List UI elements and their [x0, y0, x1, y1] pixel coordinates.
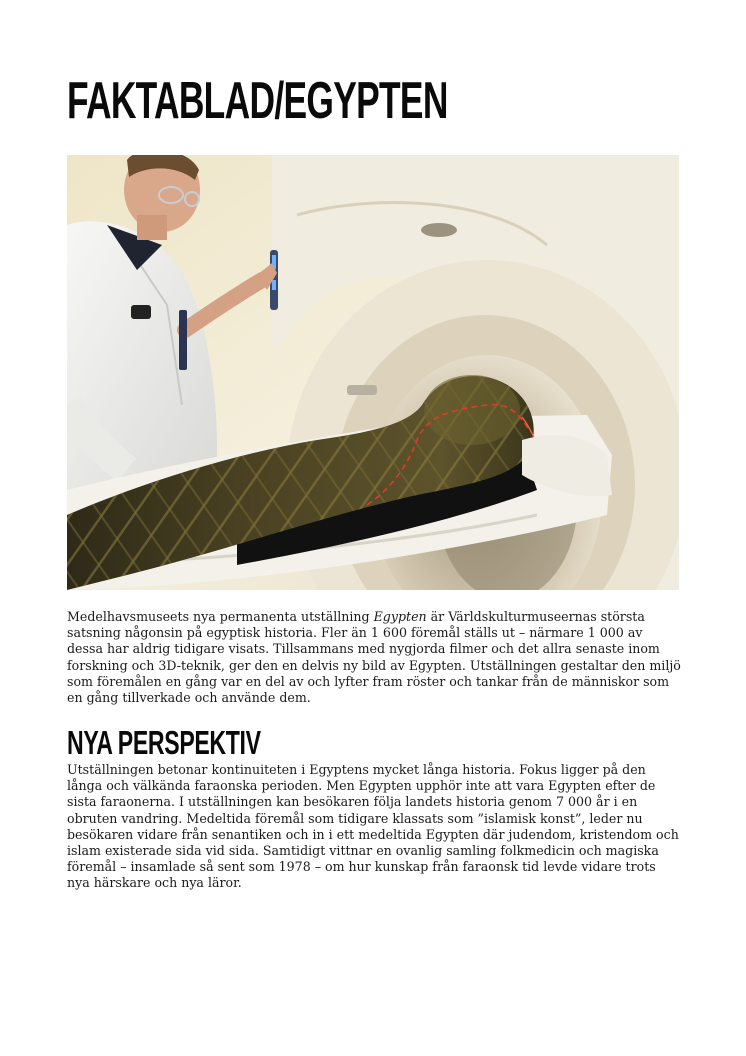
- exhibition-name: Egypten: [373, 609, 427, 624]
- mummy-ct-scan-photo: [67, 155, 679, 590]
- intro-text-rest: är Världskulturmuseernas största satsning någonsin på egyptisk historia. Fler än 1 600 föremål ställs ut – närmare 1 000 av dessa har aldrig tidigare visats. Tillsammans med nygjorda filmer och det allra senaste inom forskning och 3D-teknik, ger den en delvis ny bild av Egypten. Utställningen gestaltar den miljö som föremålen en gång var en del av och lyfter fram röster och tankar från de människor som en gång tillverkade och använde dem.: [67, 609, 681, 706]
- intro-paragraph: [67, 609, 682, 706]
- section-heading: NYA PERSPEKTIV: [67, 724, 261, 761]
- section-body: Utställningen betonar kontinuiteten i Egyptens mycket långa historia. Fokus ligger på den långa och välkända faraonska perioden. Men Egypten upphör inte att vara Egypten efter de sista faraonerna. I utställningen kan besökaren följa landets historia genom 7 000 år i en obruten vandring. Medeltida föremål som tidigare klassats som ”islamisk konst”, leder nu besökaren vidare från senantiken och in i ett medeltida Egypten där judendom, kristendom och islam existerade sida vid sida. Samtidigt vittnar en ovanlig samling folkmedicin och magiska föremål – insamlade så sent som 1978 – om hur kunskap från faraonsk tid levde vidare trots nya härskare och nya läror.: [67, 762, 679, 891]
- page-title: FAKTABLAD/EGYPTEN: [67, 72, 448, 130]
- photo-illustration: [67, 155, 679, 590]
- intro-text-start: Medelhavsmuseets nya permanenta utställning: [67, 609, 374, 624]
